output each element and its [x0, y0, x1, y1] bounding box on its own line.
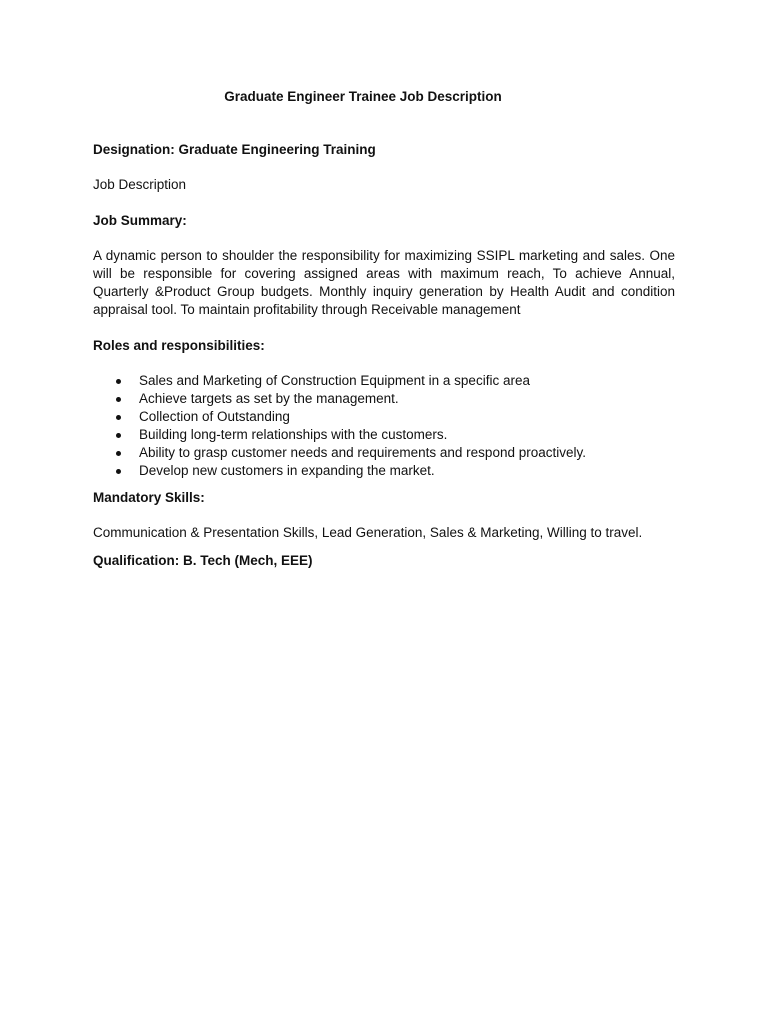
roles-list-item: [93, 444, 675, 462]
bullet-icon: [116, 397, 121, 402]
bullet-icon: [116, 415, 121, 420]
roles-heading: Roles and responsibilities:: [93, 338, 265, 353]
bullet-icon: [116, 379, 121, 384]
roles-list-item-text: Develop new customers in expanding the market.: [139, 463, 435, 478]
roles-list-item-text: Sales and Marketing of Construction Equipment in a specific area: [139, 373, 530, 388]
qualification-line: Qualification: B. Tech (Mech, EEE): [93, 553, 313, 568]
roles-list-item-text: Collection of Outstanding: [139, 409, 290, 424]
bullet-icon: [116, 451, 121, 456]
roles-list-item: [93, 372, 675, 390]
mandatory-skills-text: Communication & Presentation Skills, Lead Generation, Sales & Marketing, Willing to travel.: [93, 525, 643, 540]
roles-list-item-text: Ability to grasp customer needs and requirements and respond proactively.: [139, 445, 586, 460]
roles-list-item-text: Achieve targets as set by the management.: [139, 391, 399, 406]
roles-list-item: [93, 408, 675, 426]
job-description-label: Job Description: [93, 177, 187, 192]
roles-list-item: [93, 426, 675, 444]
roles-list-item: [93, 390, 675, 408]
job-summary-heading: Job Summary:: [93, 213, 187, 228]
bullet-icon: [116, 469, 121, 474]
job-summary-text: A dynamic person to shoulder the responsibility for maximizing SSIPL marketing and sales. One will be responsible for covering assigned areas with maximum reach, To achieve Annual, Quarterly &Product Group budgets. Monthly inquiry generation by Health Audit and condition appraisal tool. To maintain profitability through Receivable management: [93, 248, 675, 317]
roles-list-item: [93, 462, 675, 480]
document-title: Graduate Engineer Trainee Job Description: [224, 89, 502, 104]
bullet-icon: [116, 433, 121, 438]
roles-list: [93, 372, 675, 480]
mandatory-skills-heading: Mandatory Skills:: [93, 490, 205, 505]
designation-line: Designation: Graduate Engineering Training: [93, 142, 376, 157]
roles-list-item-text: Building long-term relationships with the customers.: [139, 427, 448, 442]
